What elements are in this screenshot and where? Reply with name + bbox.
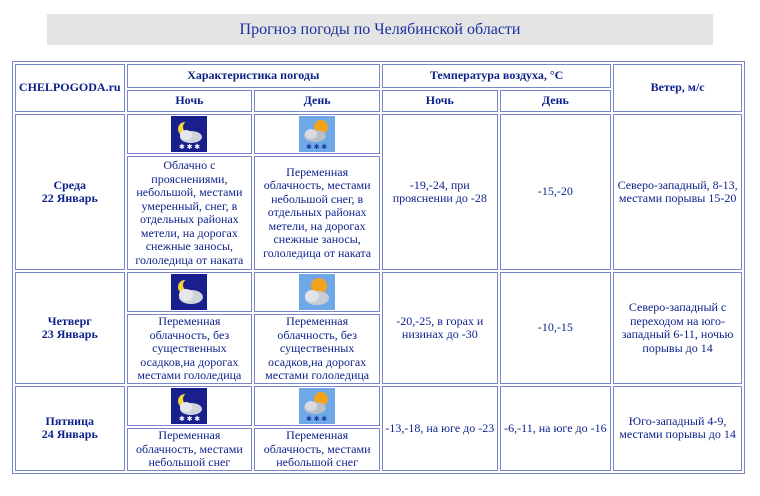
svg-text:✱ ✱ ✱: ✱ ✱ ✱ bbox=[179, 415, 201, 423]
temp-day-cell: -15,-20 bbox=[500, 114, 612, 270]
temp-night-cell: -13,-18, на юге до -23 bbox=[382, 386, 498, 471]
weekday: Среда bbox=[53, 177, 87, 192]
wind-cell: Северо-западный с переходом на юго-западный 6-11, ночью порывы до 14 bbox=[613, 272, 742, 384]
day-desc-cell: Переменная облачность, местами небольшой снег bbox=[254, 428, 380, 471]
date: 24 Январь bbox=[41, 427, 98, 442]
day-icon-cell bbox=[254, 272, 380, 312]
night-icon-cell bbox=[127, 114, 253, 154]
night-desc-cell: Облачно с прояснениями, небольшой, местами умеренный, снег, в отдельных районах метели, на дорогах снежные заносы, гололедица от наката bbox=[127, 156, 253, 270]
temp-night-cell: -20,-25, в горах и низинах до -30 bbox=[382, 272, 498, 384]
weekday: Пятница bbox=[45, 413, 94, 428]
svg-text:✱ ✱ ✱: ✱ ✱ ✱ bbox=[306, 415, 328, 423]
wind-cell: Юго-западный 4-9, местами порывы до 14 bbox=[613, 386, 742, 471]
sun-cloud-snow-icon bbox=[299, 116, 335, 152]
day-desc-cell: Переменная облачность, местами небольшой снег, в отдельных районах метели, на дорогах снежные заносы, гололедица от наката bbox=[254, 156, 380, 270]
weekday: Четверг bbox=[47, 313, 92, 328]
weather-day-header: День bbox=[254, 90, 380, 112]
temp-night-header: Ночь bbox=[382, 90, 498, 112]
wind-cell: Северо-западный, 8-13, местами порывы 15-20 bbox=[613, 114, 742, 270]
sun-cloud-icon bbox=[299, 274, 335, 310]
date: 23 Январь bbox=[41, 327, 98, 341]
forecast-table bbox=[12, 61, 745, 474]
weather-night-header: Ночь bbox=[127, 90, 253, 112]
day-cell-thu bbox=[15, 272, 125, 384]
moon-cloud-snow-icon bbox=[171, 388, 207, 424]
page-title: Прогноз погоды по Челябинской области bbox=[47, 14, 713, 45]
day-icon-cell bbox=[254, 114, 380, 154]
sun-cloud-snow-icon bbox=[299, 388, 335, 424]
day-desc-cell: Переменная облачность, без существенных осадков,на дорогах местами гололедица bbox=[254, 314, 380, 384]
temp-night-cell: -19,-24, при прояснении до -28 bbox=[382, 114, 498, 270]
svg-text:✱ ✱ ✱: ✱ ✱ ✱ bbox=[179, 143, 201, 151]
weather-char-header: Характеристика погоды bbox=[127, 64, 381, 88]
night-icon-cell bbox=[127, 272, 253, 312]
wind-header: Ветер, м/с bbox=[613, 64, 742, 112]
svg-text:✱ ✱ ✱: ✱ ✱ ✱ bbox=[306, 143, 328, 151]
moon-cloud-snow-icon bbox=[171, 116, 207, 152]
night-desc-cell: Переменная облачность, без существенных осадков,на дорогах местами гололедица bbox=[127, 314, 253, 384]
temp-day-header: День bbox=[500, 90, 612, 112]
temp-day-cell: -6,-11, на юге до -16 bbox=[500, 386, 612, 471]
day-cell-fri bbox=[15, 386, 125, 471]
night-icon-cell bbox=[127, 386, 253, 426]
day-cell-wed bbox=[15, 114, 125, 270]
date: 22 Январь bbox=[41, 191, 98, 205]
brand-link[interactable]: CHELPOGODA.ru bbox=[15, 64, 125, 112]
moon-cloud-icon bbox=[171, 274, 207, 310]
air-temp-header: Температура воздуха, °С bbox=[382, 64, 611, 88]
day-icon-cell bbox=[254, 386, 380, 426]
night-desc-cell: Переменная облачность, местами небольшой снег bbox=[127, 428, 253, 471]
temp-day-cell: -10,-15 bbox=[500, 272, 612, 384]
